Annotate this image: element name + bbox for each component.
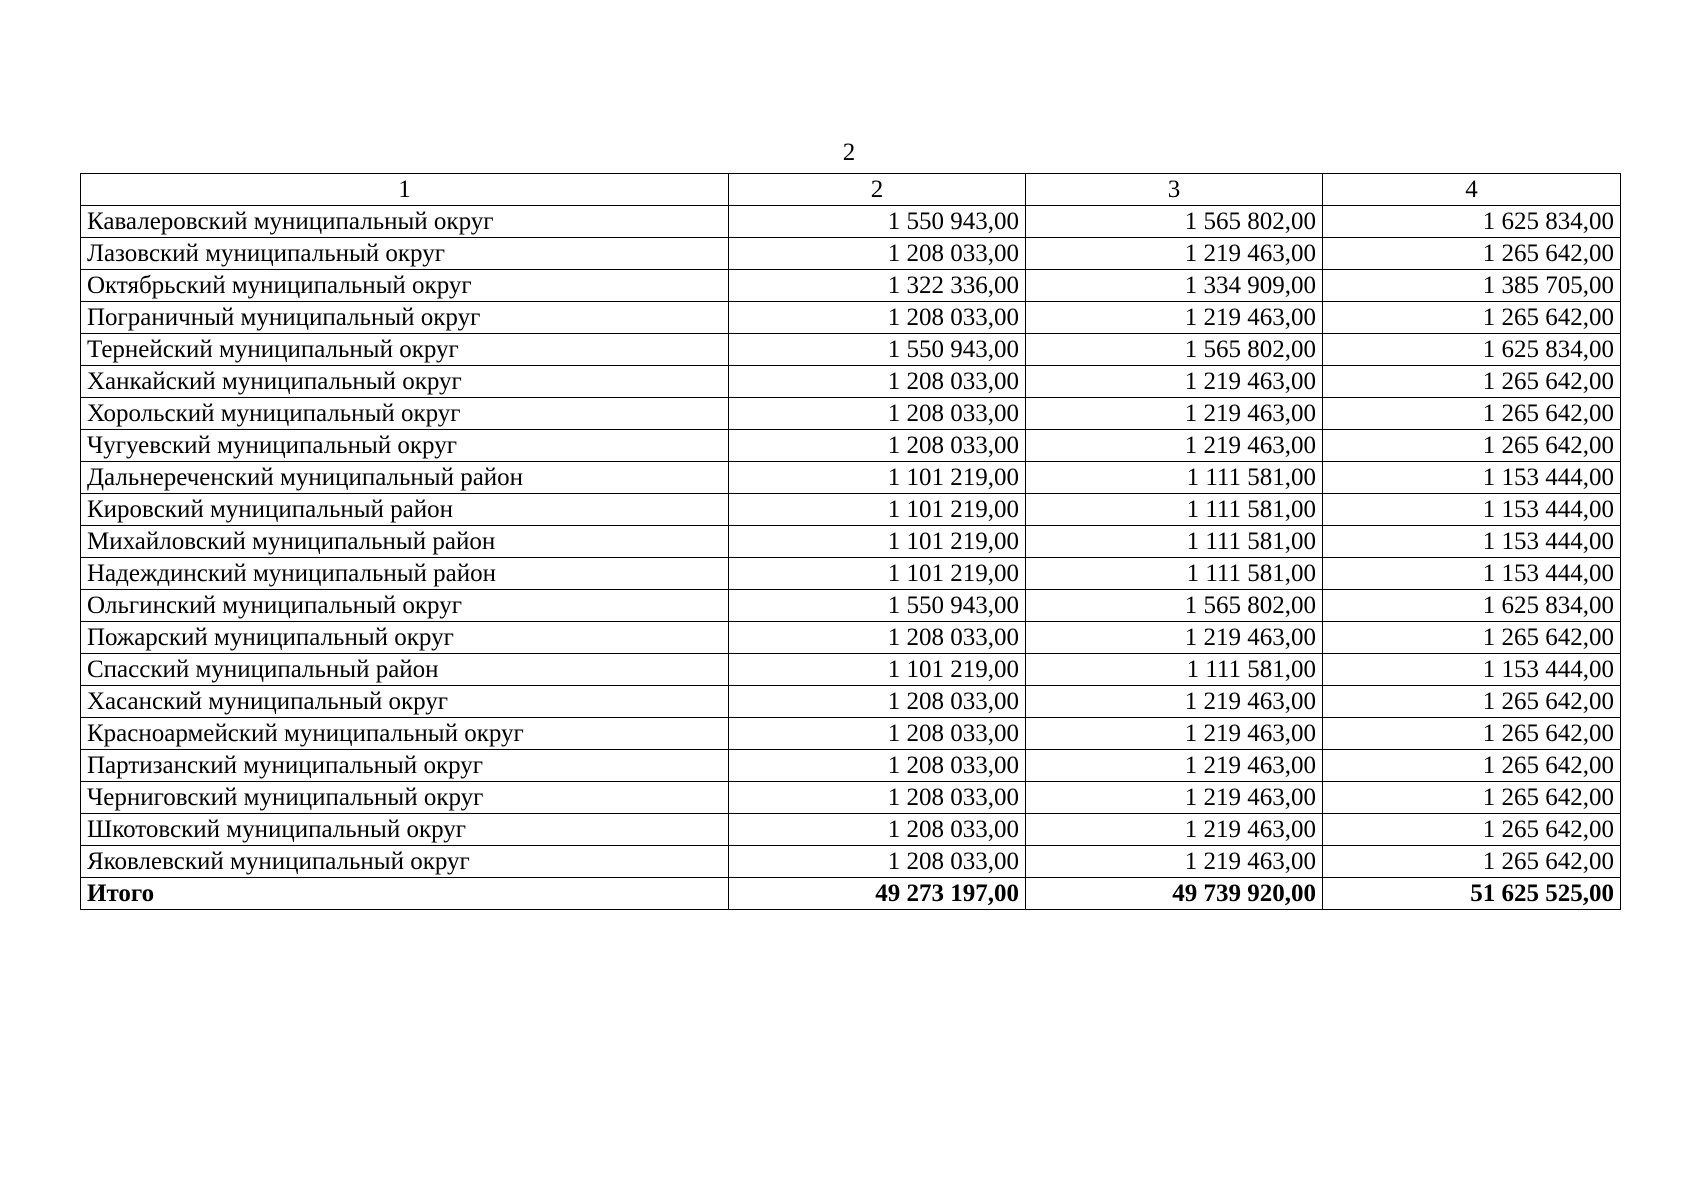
- total-row: [81, 878, 1621, 910]
- column-header-1: 1: [81, 174, 729, 206]
- municipality-name: Яковлевский муниципальный округ: [81, 846, 729, 878]
- municipality-name: Чугуевский муниципальный округ: [81, 430, 729, 462]
- value-col-3: 1 219 463,00: [1026, 398, 1323, 430]
- value-col-4: 1 153 444,00: [1323, 654, 1621, 686]
- municipality-name: Пограничный муниципальный округ: [81, 302, 729, 334]
- value-col-4: 1 265 642,00: [1323, 814, 1621, 846]
- value-col-4: 1 265 642,00: [1323, 398, 1621, 430]
- municipality-name: Кавалеровский муниципальный округ: [81, 206, 729, 238]
- value-col-2: 1 322 336,00: [729, 270, 1026, 302]
- municipality-name: Партизанский муниципальный округ: [81, 750, 729, 782]
- value-col-2: 1 208 033,00: [729, 814, 1026, 846]
- value-col-3: 1 111 581,00: [1026, 494, 1323, 526]
- column-header-2: 2: [729, 174, 1026, 206]
- value-col-3: 1 219 463,00: [1026, 366, 1323, 398]
- allocation-table: [80, 173, 1621, 910]
- value-col-4: 1 385 705,00: [1323, 270, 1621, 302]
- municipality-name: Ханкайский муниципальный округ: [81, 366, 729, 398]
- table-row: [81, 366, 1621, 398]
- total-value-col-2: 49 273 197,00: [729, 878, 1026, 910]
- value-col-4: 1 265 642,00: [1323, 718, 1621, 750]
- value-col-2: 1 208 033,00: [729, 622, 1026, 654]
- total-value-col-4: 51 625 525,00: [1323, 878, 1621, 910]
- table-row: [81, 590, 1621, 622]
- municipality-name: Хасанский муниципальный округ: [81, 686, 729, 718]
- table-row: [81, 558, 1621, 590]
- value-col-4: 1 153 444,00: [1323, 526, 1621, 558]
- table-header-row: [81, 174, 1621, 206]
- table-row: [81, 494, 1621, 526]
- table-body: [81, 206, 1621, 878]
- value-col-2: 1 208 033,00: [729, 686, 1026, 718]
- municipality-name: Спасский муниципальный район: [81, 654, 729, 686]
- municipality-name: Шкотовский муниципальный округ: [81, 814, 729, 846]
- municipality-name: Надеждинский муниципальный район: [81, 558, 729, 590]
- value-col-3: 1 219 463,00: [1026, 846, 1323, 878]
- value-col-2: 1 101 219,00: [729, 558, 1026, 590]
- value-col-2: 1 101 219,00: [729, 654, 1026, 686]
- value-col-3: 1 111 581,00: [1026, 654, 1323, 686]
- table-row: [81, 462, 1621, 494]
- value-col-2: 1 101 219,00: [729, 526, 1026, 558]
- table-row: [81, 526, 1621, 558]
- value-col-4: 1 265 642,00: [1323, 846, 1621, 878]
- value-col-4: 1 265 642,00: [1323, 302, 1621, 334]
- column-header-4: 4: [1323, 174, 1621, 206]
- table-row: [81, 430, 1621, 462]
- value-col-2: 1 208 033,00: [729, 302, 1026, 334]
- value-col-2: 1 550 943,00: [729, 590, 1026, 622]
- value-col-2: 1 208 033,00: [729, 238, 1026, 270]
- municipality-name: Октябрьский муниципальный округ: [81, 270, 729, 302]
- municipality-name: Красноармейский муниципальный округ: [81, 718, 729, 750]
- value-col-2: 1 208 033,00: [729, 750, 1026, 782]
- table-row: [81, 622, 1621, 654]
- municipality-name: Михайловский муниципальный район: [81, 526, 729, 558]
- value-col-2: 1 101 219,00: [729, 494, 1026, 526]
- table-row: [81, 782, 1621, 814]
- value-col-3: 1 219 463,00: [1026, 750, 1323, 782]
- value-col-3: 1 219 463,00: [1026, 782, 1323, 814]
- value-col-4: 1 625 834,00: [1323, 334, 1621, 366]
- value-col-4: 1 625 834,00: [1323, 206, 1621, 238]
- value-col-4: 1 153 444,00: [1323, 494, 1621, 526]
- value-col-2: 1 208 033,00: [729, 782, 1026, 814]
- value-col-3: 1 219 463,00: [1026, 238, 1323, 270]
- municipality-name: Тернейский муниципальный округ: [81, 334, 729, 366]
- table-row: [81, 398, 1621, 430]
- table-row: [81, 302, 1621, 334]
- value-col-3: 1 565 802,00: [1026, 590, 1323, 622]
- table-row: [81, 654, 1621, 686]
- value-col-4: 1 153 444,00: [1323, 462, 1621, 494]
- municipality-name: Лазовский муниципальный округ: [81, 238, 729, 270]
- value-col-4: 1 265 642,00: [1323, 238, 1621, 270]
- municipality-name: Дальнереченский муниципальный район: [81, 462, 729, 494]
- value-col-4: 1 265 642,00: [1323, 622, 1621, 654]
- value-col-4: 1 265 642,00: [1323, 366, 1621, 398]
- page-number: 2: [842, 139, 856, 166]
- municipality-name: Черниговский муниципальный округ: [81, 782, 729, 814]
- value-col-4: 1 625 834,00: [1323, 590, 1621, 622]
- table-row: [81, 206, 1621, 238]
- value-col-2: 1 208 033,00: [729, 366, 1026, 398]
- value-col-3: 1 219 463,00: [1026, 622, 1323, 654]
- value-col-4: 1 265 642,00: [1323, 430, 1621, 462]
- value-col-2: 1 208 033,00: [729, 846, 1026, 878]
- table-row: [81, 686, 1621, 718]
- value-col-3: 1 219 463,00: [1026, 814, 1323, 846]
- municipality-name: Ольгинский муниципальный округ: [81, 590, 729, 622]
- value-col-2: 1 550 943,00: [729, 334, 1026, 366]
- value-col-3: 1 219 463,00: [1026, 430, 1323, 462]
- total-label: Итого: [81, 878, 729, 910]
- table-row: [81, 334, 1621, 366]
- value-col-3: 1 565 802,00: [1026, 206, 1323, 238]
- column-header-3: 3: [1026, 174, 1323, 206]
- value-col-2: 1 101 219,00: [729, 462, 1026, 494]
- value-col-4: 1 265 642,00: [1323, 782, 1621, 814]
- table-row: [81, 718, 1621, 750]
- value-col-3: 1 219 463,00: [1026, 686, 1323, 718]
- value-col-3: 1 565 802,00: [1026, 334, 1323, 366]
- value-col-2: 1 550 943,00: [729, 206, 1026, 238]
- value-col-3: 1 111 581,00: [1026, 526, 1323, 558]
- value-col-3: 1 111 581,00: [1026, 558, 1323, 590]
- table-row: [81, 750, 1621, 782]
- value-col-2: 1 208 033,00: [729, 398, 1026, 430]
- value-col-4: 1 265 642,00: [1323, 686, 1621, 718]
- value-col-2: 1 208 033,00: [729, 718, 1026, 750]
- table-row: [81, 238, 1621, 270]
- municipality-name: Хорольский муниципальный округ: [81, 398, 729, 430]
- value-col-2: 1 208 033,00: [729, 430, 1026, 462]
- table-row: [81, 814, 1621, 846]
- value-col-4: 1 153 444,00: [1323, 558, 1621, 590]
- municipality-name: Пожарский муниципальный округ: [81, 622, 729, 654]
- value-col-3: 1 111 581,00: [1026, 462, 1323, 494]
- value-col-3: 1 219 463,00: [1026, 718, 1323, 750]
- municipality-name: Кировский муниципальный район: [81, 494, 729, 526]
- total-value-col-3: 49 739 920,00: [1026, 878, 1323, 910]
- table-row: [81, 270, 1621, 302]
- value-col-4: 1 265 642,00: [1323, 750, 1621, 782]
- value-col-3: 1 334 909,00: [1026, 270, 1323, 302]
- value-col-3: 1 219 463,00: [1026, 302, 1323, 334]
- table-row: [81, 846, 1621, 878]
